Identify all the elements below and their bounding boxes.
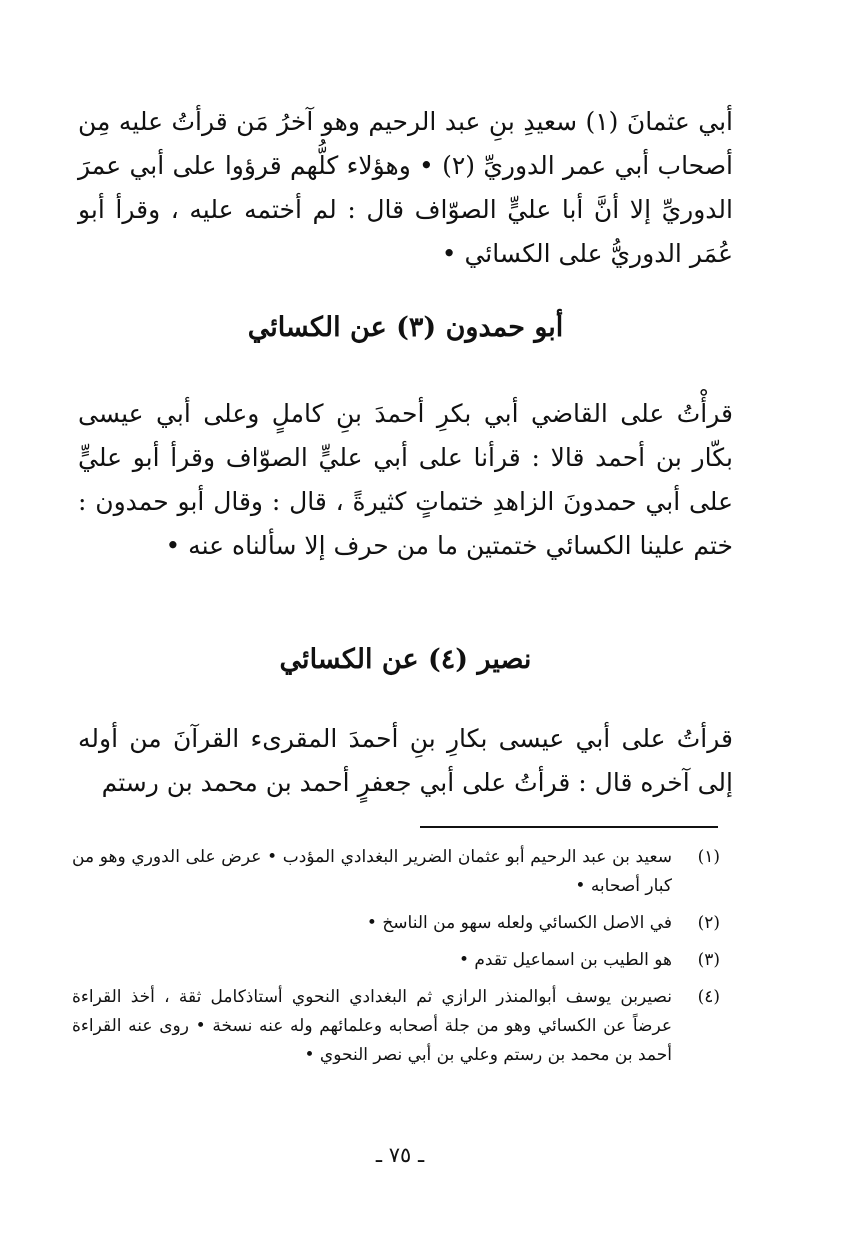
footnote-1 bbox=[72, 843, 720, 901]
footnote-separator bbox=[420, 826, 718, 828]
footnote-number: (٢) bbox=[697, 913, 720, 933]
section-heading-nusayr: نصير (٤) عن الكسائي bbox=[279, 644, 532, 675]
footnote-3 bbox=[72, 946, 720, 975]
footnote-4 bbox=[72, 983, 720, 1070]
footnote-number: (١) bbox=[697, 847, 720, 867]
footnote-number: (٣) bbox=[697, 950, 720, 970]
body-paragraph-1: أبي عثمانَ (١) سعيدِ بنِ عبد الرحيم وهو آخرُ مَن قرأتُ عليه مِن أصحاب أبي عمر الدوريِّ (٢) • وهؤلاء كلُّهم قرؤوا على أبي عمرَ الدوريِّ إلا أنَّ أبا عليٍّ الصوّاف قال : لم أختمه عليه ، وقرأ أبو عُمَر الدوريُّ على الكسائي • bbox=[78, 107, 733, 268]
footnote-2 bbox=[72, 909, 720, 938]
footnote-text: في الاصل الكسائي ولعله سهو من الناسخ • bbox=[366, 913, 672, 933]
body-paragraph-2: قرأْتُ على القاضي أبي بكرِ أحمدَ بنِ كاملٍ وعلى أبي عيسى بكّار بن أحمد قالا : قرأنا على أبي عليٍّ الصوّاف وقرأ أبو عليٍّ على أبي حمدونَ الزاهدِ ختماتٍ كثيرةً ، قال : وقال أبو حمدون : ختم علينا الكسائي ختمتين ما من حرف إلا سألناه عنه • bbox=[78, 399, 733, 560]
footnote-text: نصيربن يوسف أبوالمنذر الرازي ثم البغدادي النحوي أستاذكامل ثقة ، أخذ القراءة عرضاً عن الكسائي وهو من جلة أصحابه وعلمائهم وله عنه نسخة • روى عنه القراءة أحمد بن محمد بن رستم وعلي بن أبي نصر النحوي • bbox=[72, 987, 672, 1065]
footnote-text: سعيد بن عبد الرحيم أبو عثمان الضرير البغدادي المؤدب • عرض على الدوري وهو من كبار أصحابه • bbox=[72, 847, 672, 896]
footnote-number: (٤) bbox=[697, 987, 720, 1007]
body-paragraph-3: قرأتُ على أبي عيسى بكارِ بنِ أحمدَ المقرىء القرآنَ من أوله إلى آخره قال : قرأتُ على أبي جعفرٍ أحمد بن محمد بن رستم bbox=[78, 724, 733, 797]
footnotes bbox=[72, 843, 720, 1078]
footnote-text: هو الطيب بن اسماعيل تقدم • bbox=[458, 950, 672, 970]
page-number: ـ ٧٥ ـ bbox=[375, 1143, 425, 1167]
section-heading-abu-hamdun: أبو حمدون (٣) عن الكسائي bbox=[247, 312, 564, 343]
